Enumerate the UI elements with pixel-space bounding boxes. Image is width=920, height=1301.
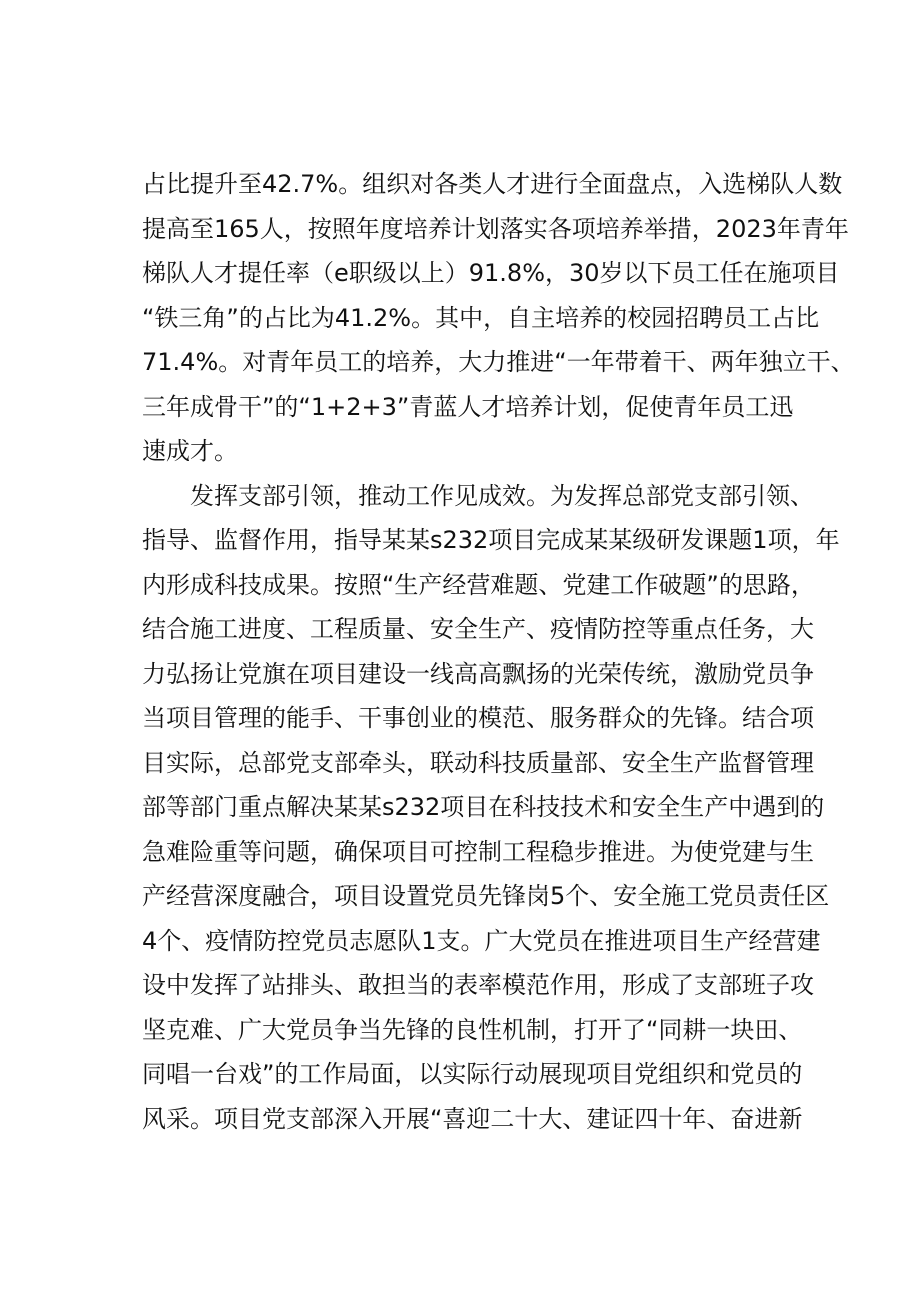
text-line: 产经营深度融合，项目设置党员先锋岗5个、安全施工党员责任区 bbox=[142, 882, 830, 910]
text-line: 部等部门重点解决某某s232项目在科技技术和安全生产中遇到的 bbox=[142, 793, 825, 821]
text-line: “铁三角”的占比为41.2%。其中，自主培养的校园招聘员工占比 bbox=[142, 303, 820, 332]
text-line: 指导、监督作用，指导某某s232项目完成某某级研发课题1项，年 bbox=[142, 526, 840, 554]
text-line: 三年成骨干”的“1+2+3”青蓝人才培养计划，促使青年员工迅 bbox=[142, 392, 794, 421]
text-line: 4个、疫情防控党员志愿队1支。广大党员在推进项目生产经营建 bbox=[142, 926, 821, 955]
text-line: 提高至165人，按照年度培养计划落实各项培养举措，2023年青年 bbox=[142, 214, 849, 243]
text-line: 风采。项目党支部深入开展“喜迎二十大、建证四十年、奋进新 bbox=[142, 1104, 803, 1133]
text-line: 设中发挥了站排头、敢担当的表率模范作用，形成了支部班子攻 bbox=[142, 971, 814, 999]
text-line: 当项目管理的能手、干事创业的模范、服务群众的先锋。结合项 bbox=[142, 704, 814, 732]
text-line: 内形成科技成果。按照“生产经营难题、党建工作破题”的思路， bbox=[142, 570, 815, 599]
text-line: 占比提升至42.7%。组织对各类人才进行全面盘点，入选梯队人数 bbox=[142, 170, 843, 198]
text-line: 急难险重等问题，确保项目可控制工程稳步推进。为使党建与生 bbox=[142, 837, 814, 866]
paragraph-first-line: 发挥支部引领，推动工作见成效。为发挥总部党支部引领、 bbox=[190, 481, 814, 510]
text-line: 力弘扬让党旗在项目建设一线高高飘扬的光荣传统，激励党员争 bbox=[142, 659, 814, 688]
text-line: 同唱一台戏”的工作局面，以实际行动展现项目党组织和党员的 bbox=[142, 1060, 803, 1088]
text-line: 梯队人才提任率（e职级以上）91.8%，30岁以下员工任在施项目 bbox=[142, 259, 840, 287]
text-line: 速成才。 bbox=[142, 437, 238, 465]
body-text bbox=[142, 162, 855, 1141]
text-line: 目实际，总部党支部牵头，联动科技质量部、安全生产监督管理 bbox=[142, 748, 814, 777]
text-line: 坚克难、广大党员争当先锋的良性机制，打开了“同耕一块田、 bbox=[142, 1015, 803, 1044]
text-line: 71.4%。对青年员工的培养，大力推进“一年带着干、两年独立干、 bbox=[142, 348, 855, 376]
text-line: 结合施工进度、工程质量、安全生产、疫情防控等重点任务，大 bbox=[142, 615, 814, 643]
